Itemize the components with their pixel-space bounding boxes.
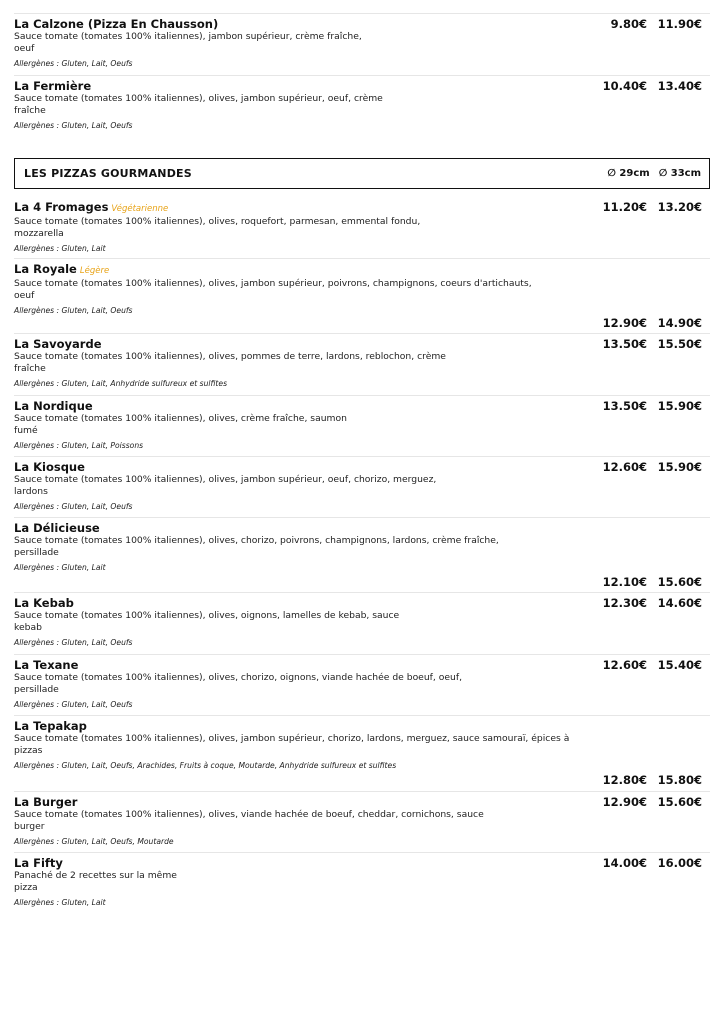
item-description-cont: mozzarella — [14, 228, 64, 239]
price-29cm: 13.50€ — [602, 399, 647, 413]
item-prices — [599, 460, 702, 474]
item-tag: Végétarienne — [111, 204, 169, 214]
item-name: La Kiosque — [14, 460, 85, 474]
price-33cm: 15.50€ — [657, 337, 702, 351]
item-description-cont: fraîche — [14, 363, 46, 374]
item-description-cont: kebab — [14, 622, 42, 633]
menu-item-calzone — [14, 17, 710, 69]
section-title: LES PIZZAS GOURMANDES — [24, 167, 192, 180]
item-allergens: Allergènes : Gluten, Lait, Oeufs — [14, 638, 133, 647]
item-name: La 4 Fromages — [14, 200, 109, 214]
item-name: La Burger — [14, 795, 78, 809]
item-description: Panaché de 2 recettes sur la même — [14, 870, 177, 881]
item-prices — [599, 17, 702, 31]
item-name: La Kebab — [14, 596, 74, 610]
price-33cm: 15.40€ — [657, 658, 702, 672]
item-name: La Tepakap — [14, 719, 87, 733]
item-prices — [599, 79, 702, 93]
item-description: Sauce tomate (tomates 100% italiennes), olives, chorizo, poivrons, champignons, lardons, crème fraîche, — [14, 535, 499, 546]
price-29cm: 12.90€ — [602, 795, 647, 809]
item-tag: Légère — [79, 266, 110, 276]
price-33cm: 13.40€ — [657, 79, 702, 93]
item-description-cont: fraîche — [14, 105, 46, 116]
item-prices — [599, 575, 702, 589]
price-29cm: 12.80€ — [602, 773, 647, 787]
price-29cm: 12.30€ — [602, 596, 647, 610]
item-allergens: Allergènes : Gluten, Lait, Oeufs — [14, 59, 133, 68]
menu-item-nordique — [14, 395, 710, 451]
price-29cm: 11.20€ — [602, 200, 647, 214]
menu-item-kebab — [14, 592, 710, 648]
price-29cm: 12.90€ — [602, 316, 647, 330]
item-description: Sauce tomate (tomates 100% italiennes), olives, oignons, lamelles de kebab, sauce — [14, 610, 400, 621]
item-description-cont: persillade — [14, 684, 59, 695]
item-allergens: Allergènes : Gluten, Lait, Oeufs — [14, 121, 133, 130]
item-name: La Calzone (Pizza En Chausson) — [14, 17, 219, 31]
price-29cm: 10.40€ — [602, 79, 647, 93]
item-prices — [599, 316, 702, 330]
item-allergens: Allergènes : Gluten, Lait, Oeufs — [14, 306, 133, 315]
item-allergens: Allergènes : Gluten, Lait, Oeufs, Arachides, Fruits à coque, Moutarde, Anhydride sulfureux et sulfites — [14, 761, 397, 770]
price-33cm: 13.20€ — [657, 200, 702, 214]
item-prices — [599, 337, 702, 351]
item-allergens: Allergènes : Gluten, Lait — [14, 898, 106, 907]
item-name: La Fifty — [14, 856, 63, 870]
item-allergens: Allergènes : Gluten, Lait — [14, 563, 106, 572]
item-name: La Fermière — [14, 79, 92, 93]
price-29cm: 12.60€ — [602, 460, 647, 474]
size-33cm: ∅ 33cm — [658, 168, 701, 179]
item-allergens: Allergènes : Gluten, Lait, Oeufs — [14, 700, 133, 709]
price-29cm: 9.80€ — [610, 17, 647, 31]
menu-item-royale — [14, 258, 710, 330]
item-allergens: Allergènes : Gluten, Lait — [14, 244, 106, 253]
menu-item-tepakap — [14, 715, 710, 787]
item-description-cont: pizza — [14, 882, 38, 893]
price-29cm: 12.60€ — [602, 658, 647, 672]
item-description-cont: lardons — [14, 486, 48, 497]
item-description: Sauce tomate (tomates 100% italiennes), olives, jambon supérieur, oeuf, chorizo, merguez, — [14, 474, 437, 485]
item-description-cont: fumé — [14, 425, 38, 436]
item-description-cont: pizzas — [14, 745, 43, 756]
price-33cm: 15.60€ — [657, 795, 702, 809]
price-33cm: 14.90€ — [657, 316, 702, 330]
price-33cm: 14.60€ — [657, 596, 702, 610]
price-33cm: 15.80€ — [657, 773, 702, 787]
section-header — [14, 158, 710, 189]
price-33cm: 15.90€ — [657, 460, 702, 474]
size-columns — [607, 168, 701, 179]
menu-item-fifty — [14, 852, 710, 908]
item-name: La Nordique — [14, 399, 93, 413]
item-description-cont: oeuf — [14, 290, 35, 301]
price-29cm: 13.50€ — [602, 337, 647, 351]
item-prices — [599, 856, 702, 870]
menu-item-savoyarde — [14, 333, 710, 389]
item-name: La Texane — [14, 658, 79, 672]
menu-item-kiosque — [14, 456, 710, 512]
item-description: Sauce tomate (tomates 100% italiennes), olives, jambon supérieur, chorizo, lardons, merguez, sauce samouraï, épices à — [14, 733, 570, 744]
menu-item-4-fromages — [14, 200, 710, 254]
item-allergens: Allergènes : Gluten, Lait, Oeufs, Moutarde — [14, 837, 174, 846]
item-name: La Royale — [14, 262, 77, 276]
item-allergens: Allergènes : Gluten, Lait, Oeufs — [14, 502, 133, 511]
item-prices — [599, 399, 702, 413]
item-description: Sauce tomate (tomates 100% italiennes), olives, jambon supérieur, poivrons, champignons, coeurs d'artichauts, — [14, 278, 532, 289]
item-prices — [599, 795, 702, 809]
price-33cm: 11.90€ — [657, 17, 702, 31]
item-description-cont: persillade — [14, 547, 59, 558]
price-33cm: 15.60€ — [657, 575, 702, 589]
menu-item-texane — [14, 654, 710, 710]
price-29cm: 12.10€ — [602, 575, 647, 589]
price-33cm: 16.00€ — [657, 856, 702, 870]
size-29cm: ∅ 29cm — [607, 168, 650, 179]
item-description: Sauce tomate (tomates 100% italiennes), olives, jambon supérieur, oeuf, crème — [14, 93, 383, 104]
item-description: Sauce tomate (tomates 100% italiennes), olives, viande hachée de boeuf, cheddar, cornichons, sauce — [14, 809, 484, 820]
item-description-cont: burger — [14, 821, 45, 832]
item-prices — [599, 596, 702, 610]
item-description: Sauce tomate (tomates 100% italiennes), jambon supérieur, crème fraîche, — [14, 31, 362, 42]
item-description: Sauce tomate (tomates 100% italiennes), olives, crème fraîche, saumon — [14, 413, 347, 424]
price-29cm: 14.00€ — [602, 856, 647, 870]
item-name: La Délicieuse — [14, 521, 100, 535]
item-allergens: Allergènes : Gluten, Lait, Anhydride sulfureux et sulfites — [14, 379, 228, 388]
item-allergens: Allergènes : Gluten, Lait, Poissons — [14, 441, 144, 450]
item-prices — [599, 200, 702, 214]
menu-item-fermiere — [14, 75, 710, 131]
item-name: La Savoyarde — [14, 337, 102, 351]
item-description-cont: oeuf — [14, 43, 35, 54]
item-description: Sauce tomate (tomates 100% italiennes), olives, roquefort, parmesan, emmental fondu, — [14, 216, 421, 227]
price-33cm: 15.90€ — [657, 399, 702, 413]
menu-item-delicieuse — [14, 517, 710, 589]
item-name-row — [14, 262, 710, 278]
top-divider — [14, 13, 710, 14]
item-description: Sauce tomate (tomates 100% italiennes), olives, chorizo, oignons, viande hachée de boeuf, oeuf, — [14, 672, 462, 683]
item-description: Sauce tomate (tomates 100% italiennes), olives, pommes de terre, lardons, reblochon, crème — [14, 351, 446, 362]
menu-item-burger — [14, 791, 710, 847]
item-prices — [599, 658, 702, 672]
item-prices — [599, 773, 702, 787]
